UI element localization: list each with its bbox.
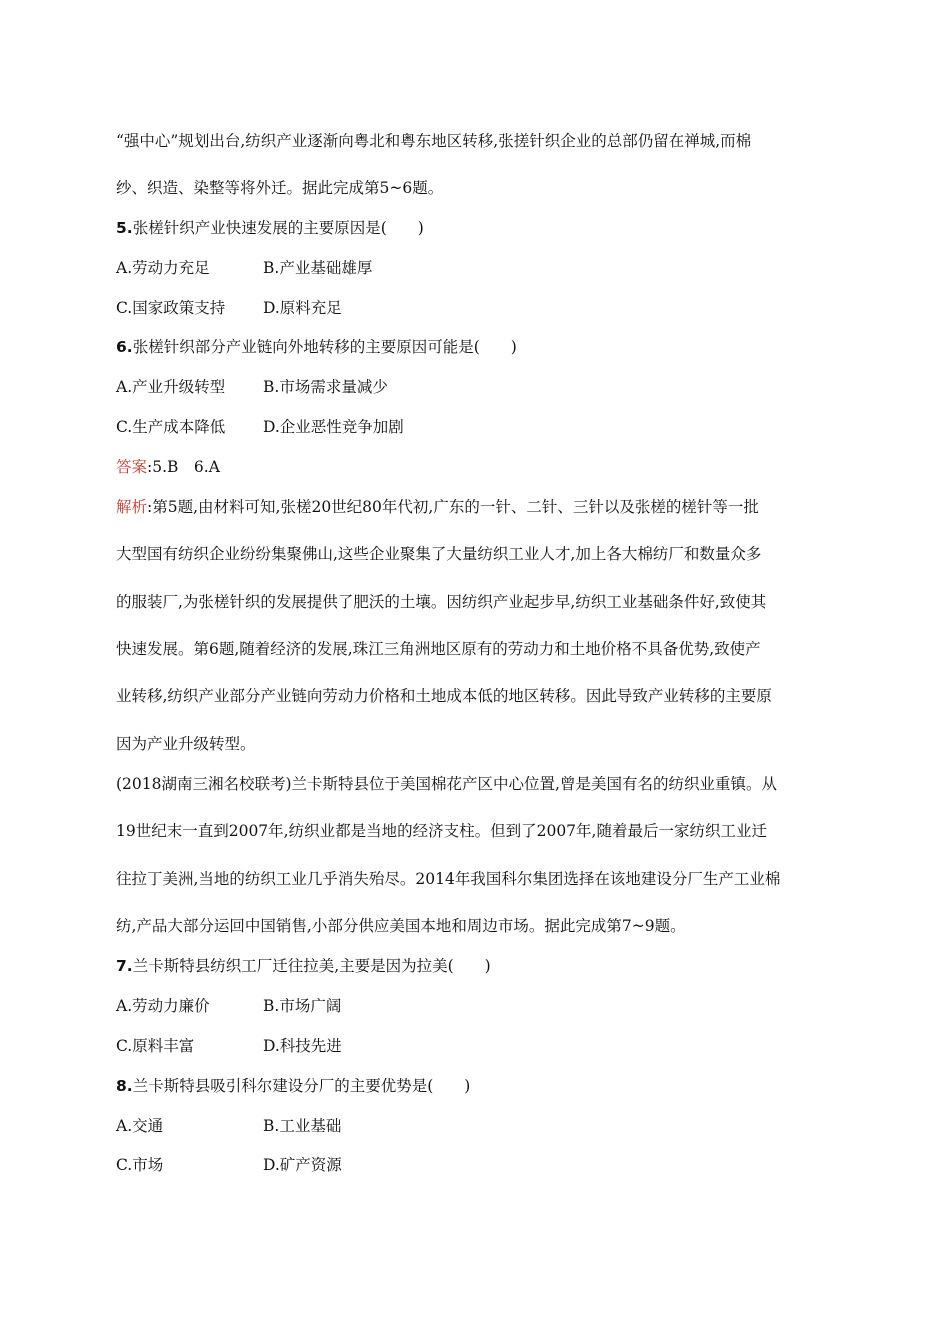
option-b: B.市场广阔 [263,997,342,1015]
answer-label: 答案 [116,458,148,476]
option-a: A.交通 [116,1117,164,1135]
option-d: D.企业恶性竞争加剧 [263,418,404,436]
option-a: A.劳动力充足 [116,259,210,277]
analysis-line: 大型国有纺织企业纷纷集聚佛山,这些企业聚集了大量纺织工业人才,加上各大棉纺厂和数量众多 [116,545,762,563]
question-6 [116,337,517,357]
option-d: D.矿产资源 [263,1156,342,1174]
option-c: C.国家政策支持 [116,299,226,317]
passage-line: 19世纪末一直到2007年,纺织业都是当地的经济支柱。但到了2007年,随着最后一家纺织工业迁 [116,822,767,840]
analysis-line: 的服装厂,为张槎针织的发展提供了肥沃的土壤。因纺织产业起步早,纺织工业基础条件好,致使其 [116,593,767,611]
question-stem: 张槎针织部分产业链向外地转移的主要原因可能是( ) [132,338,517,356]
question-number: 8. [116,1077,133,1095]
answer-text: :5.B 6.A [147,458,220,476]
passage-line: 纱、织造、染整等将外迁。据此完成第5~6题。 [116,179,444,197]
analysis-label: 解析 [116,498,148,516]
question-number: 6. [116,338,133,356]
option-d: D.原料充足 [263,299,342,317]
option-a: A.劳动力廉价 [116,997,210,1015]
analysis-line: 快速发展。第6题,随着经济的发展,珠江三角洲地区原有的劳动力和土地价格不具备优势,致使产 [116,640,761,658]
question-stem: 兰卡斯特县吸引科尔建设分厂的主要优势是( ) [132,1077,471,1095]
question-number: 7. [116,957,133,975]
question-5 [116,218,424,238]
passage-line: 纺,产品大部分运回中国销售,小部分供应美国本地和周边市场。据此完成第7~9题。 [116,917,686,935]
option-a: A.产业升级转型 [116,378,226,396]
option-b: B.产业基础雄厚 [263,259,373,277]
option-c: C.市场 [116,1156,164,1174]
question-stem: 兰卡斯特县纺织工厂迁往拉美,主要是因为拉美( ) [132,957,491,975]
option-c: C.生产成本降低 [116,418,226,436]
answer-line [116,457,220,477]
passage-line: (2018湖南三湘名校联考)兰卡斯特县位于美国棉花产区中心位置,曾是美国有名的纺织业重镇。从 [116,775,777,793]
analysis-line [116,497,759,517]
question-stem: 张槎针织产业快速发展的主要原因是( ) [132,219,424,237]
passage-line: “强中心”规划出台,纺织产业逐渐向粤北和粤东地区转移,张搓针织企业的总部仍留在禅城,而棉 [116,132,752,150]
option-b: B.工业基础 [263,1117,342,1135]
option-c: C.原料丰富 [116,1037,195,1055]
passage-line: 往拉丁美洲,当地的纺织工业几乎消失殆尽。2014年我国科尔集团选择在该地建设分厂生产工业棉 [116,870,781,888]
option-d: D.科技先进 [263,1037,342,1055]
option-b: B.市场需求量减少 [263,378,388,396]
analysis-line: 业转移,纺织产业部分产业链向劳动力价格和土地成本低的地区转移。因此导致产业转移的主要原 [116,687,772,705]
analysis-line: 因为产业升级转型。 [116,735,256,753]
analysis-text: :第5题,由材料可知,张槎20世纪80年代初,广东的一针、二针、三针以及张槎的槎针等一批 [147,498,759,516]
question-8 [116,1076,470,1096]
question-7 [116,956,491,976]
question-number: 5. [116,219,133,237]
